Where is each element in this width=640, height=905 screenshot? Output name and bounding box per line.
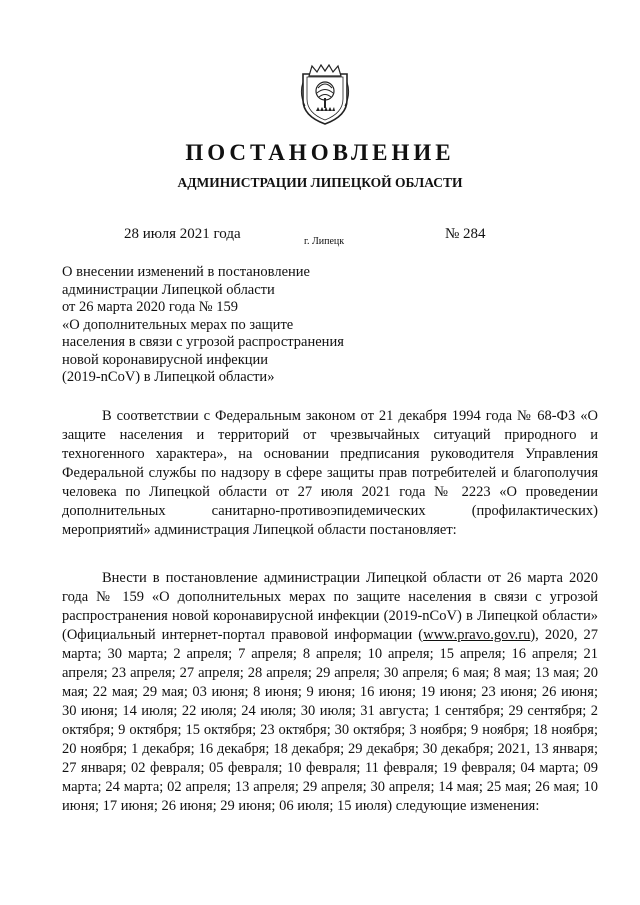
coat-of-arms-icon <box>299 64 351 126</box>
heading-line: населения в связи с угрозой распространения <box>62 334 344 350</box>
heading-line: от 26 марта 2020 года № 159 <box>62 299 238 315</box>
resolution-paragraph <box>62 569 598 816</box>
heading-line: (2019-nCoV) в Липецкой области» <box>62 369 275 385</box>
pravo-gov-link[interactable]: www.pravo.gov.ru <box>423 627 531 643</box>
document-date: 28 июля 2021 года <box>124 226 241 242</box>
resolution-text-start: Внести в постановление администрации Липецкой области от 26 марта 2020 года № 159 «О дополнительных мерах по защите населения в связи с угрозой распространения новой коронавирусной инфекции (2019-nCoV) в Липецкой области» (Официальный интернет-портал правовой информации ( <box>62 570 598 643</box>
heading-line: «О дополнительных мерах по защите <box>62 316 294 333</box>
document-city: г. Липецк <box>304 236 345 247</box>
heading-line: новой коронавирусной инфекции <box>62 351 269 368</box>
heading-line: администрации Липецкой области <box>62 281 275 298</box>
document-heading <box>62 264 402 387</box>
resolution-text-end: ), 2020, 27 марта; 30 марта; 2 апреля; 7 апреля; 8 апреля; 10 апреля; 15 апреля; 16 апреля; 21 апреля; 23 апреля; 27 апреля; 28 апреля; 29 апреля; 30 апреля; 6 мая; 8 мая; 13 мая; 20 мая; 22 мая; 29 мая; 03 июня; 8 июня; 9 июня; 16 июня; 19 июня; 23 июня; 26 июня; 30 июня; 14 июля; 22 июля; 24 июля; 30 июля; 31 августа; 1 сентября; 29 сентября; 2 октября; 9 октября; 15 октября; 23 октября; 30 октября; 3 ноября; 9 ноября; 18 ноября; 20 ноября; 1 декабря; 16 декабря; 18 декабря; 29 декабря; 30 декабря; 2021, 13 января; 27 января; 02 февраля; 05 февраля; 10 февраля; 11 февраля; 19 февраля; 04 марта; 09 марта; 24 марта; 02 апреля; 13 апреля; 29 апреля; 30 апреля; 14 мая; 25 мая; 26 мая; 10 июня; 17 июня; 26 июня; 29 июня; 06 июля; 15 июля) следующие изменения: <box>62 627 598 814</box>
document-subtitle: АДМИНИСТРАЦИИ ЛИПЕЦКОЙ ОБЛАСТИ <box>177 175 463 190</box>
document-number: № 284 <box>445 226 486 242</box>
preamble-paragraph: В соответствии с Федеральным законом от 21 декабря 1994 года № 68-ФЗ «О защите населения и территорий от чрезвычайных ситуаций природного и техногенного характера», на основании предписания руководителя Управления Федеральной службы по надзору в сфере защиты прав потребителей и благополучия человека по Липецкой области от 27 июля 2021 года № 2223 «О проведении дополнительных санитарно-противоэпидемических (профилактических) мероприятий» администрация Липецкой области постановляет: <box>62 408 598 538</box>
heading-line: О внесении изменений в постановление <box>62 264 310 280</box>
document-title: ПОСТАНОВЛЕНИЕ <box>185 140 455 165</box>
